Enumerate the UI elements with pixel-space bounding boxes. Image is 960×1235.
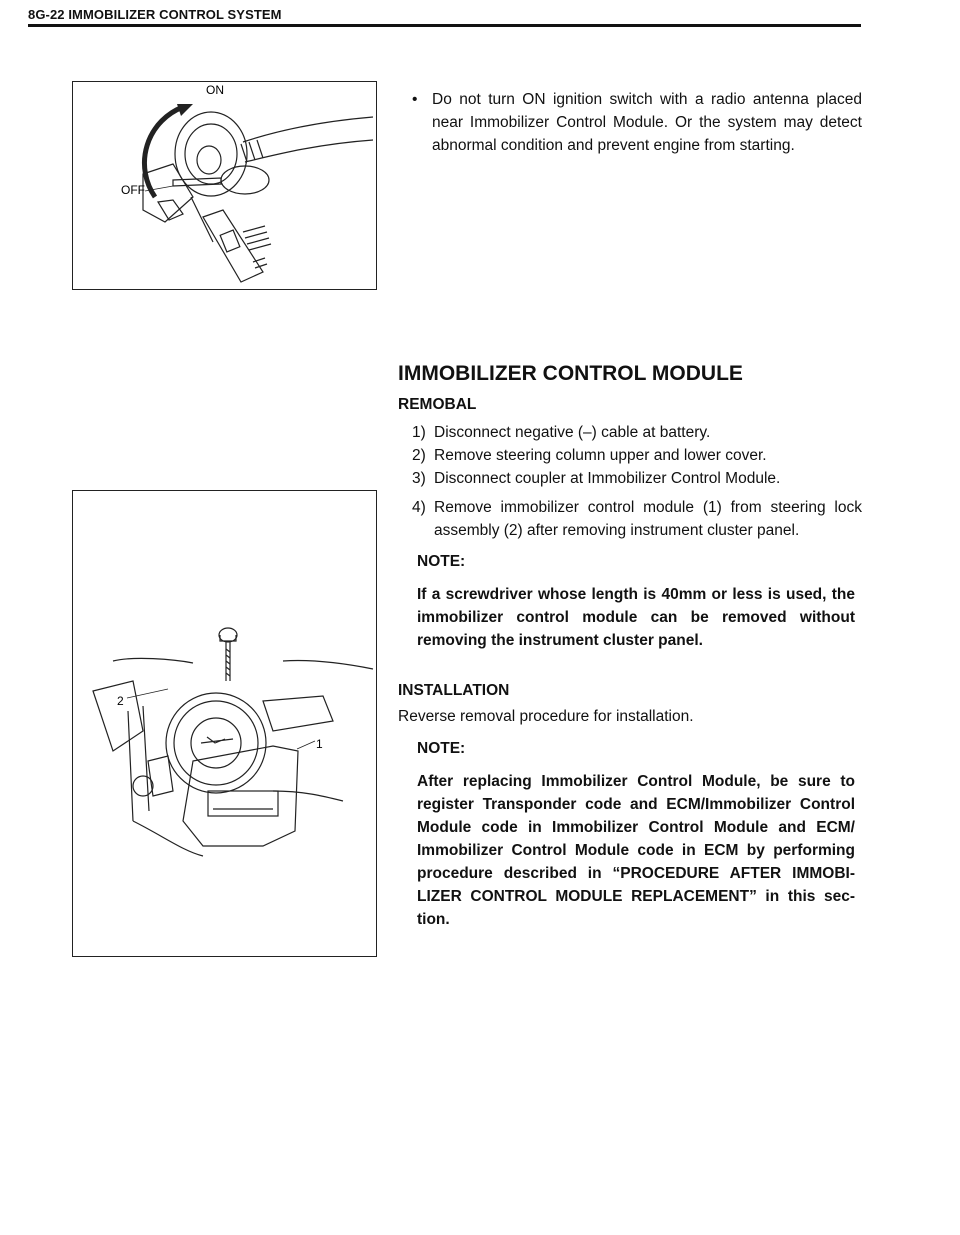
- step-text: Remove immobilizer control module (1) from steering lock assembly (2) after removing instrument cluster panel.: [434, 499, 862, 539]
- step-item: [412, 467, 862, 490]
- step-number: 3): [412, 470, 426, 487]
- step-number: 2): [412, 447, 426, 464]
- removal-heading: REMOBAL: [398, 396, 477, 413]
- section-title: IMMOBILIZER CONTROL MODULE: [398, 362, 743, 385]
- step-text: Disconnect negative (–) cable at battery.: [434, 424, 711, 441]
- note-text: If a screwdriver whose length is 40mm or less is used, the immobilizer control module can be removed without removing the instrument cluster panel.: [417, 586, 855, 649]
- removal-step-4: [412, 496, 862, 542]
- steering-lock-illustration: [73, 491, 376, 956]
- label-on: ON: [206, 83, 224, 97]
- ignition-switch-illustration: [73, 82, 376, 289]
- note-label: NOTE:: [417, 740, 466, 757]
- step-item: [412, 496, 862, 542]
- note-screwdriver: [417, 550, 855, 652]
- header-rule: [28, 24, 861, 27]
- label-off: OFF: [121, 183, 145, 197]
- removal-steps: [412, 421, 862, 490]
- page-header-title: 8G-22 IMMOBILIZER CONTROL SYSTEM: [28, 7, 282, 22]
- bullet-symbol: •: [412, 91, 418, 108]
- note-label: NOTE:: [417, 553, 466, 570]
- installation-heading: INSTALLATION: [398, 682, 510, 699]
- installation-text: Reverse removal procedure for installation.: [398, 708, 694, 725]
- warning-bullet: [412, 88, 862, 157]
- note-text: After replacing Immobilizer Control Module, be sure to register Transponder code and ECM/Immobilizer Control Module code in Immobilizer Control Module and ECM/ Immobilizer Control Module code in ECM by performing procedure described in “PROCEDURE AFTER IMMOBI- LIZER CONTROL MODULE REPLACEMENT” in this sec- tion.: [417, 773, 855, 928]
- step-number: 1): [412, 424, 426, 441]
- step-item: [412, 444, 862, 467]
- callout-1: 1: [316, 737, 323, 751]
- figure-ignition-switch: [72, 81, 377, 290]
- step-number: 4): [412, 499, 426, 516]
- step-text: Remove steering column upper and lower cover.: [434, 447, 767, 464]
- bullet-text: Do not turn ON ignition switch with a radio antenna placed near Immobilizer Control Module. Or the system may detect abnormal condition and prevent engine from starting.: [432, 91, 862, 154]
- step-text: Disconnect coupler at Immobilizer Control Module.: [434, 470, 781, 487]
- callout-2: 2: [117, 694, 124, 708]
- figure-steering-lock: [72, 490, 377, 957]
- step-item: [412, 421, 862, 444]
- note-registration: [417, 737, 855, 931]
